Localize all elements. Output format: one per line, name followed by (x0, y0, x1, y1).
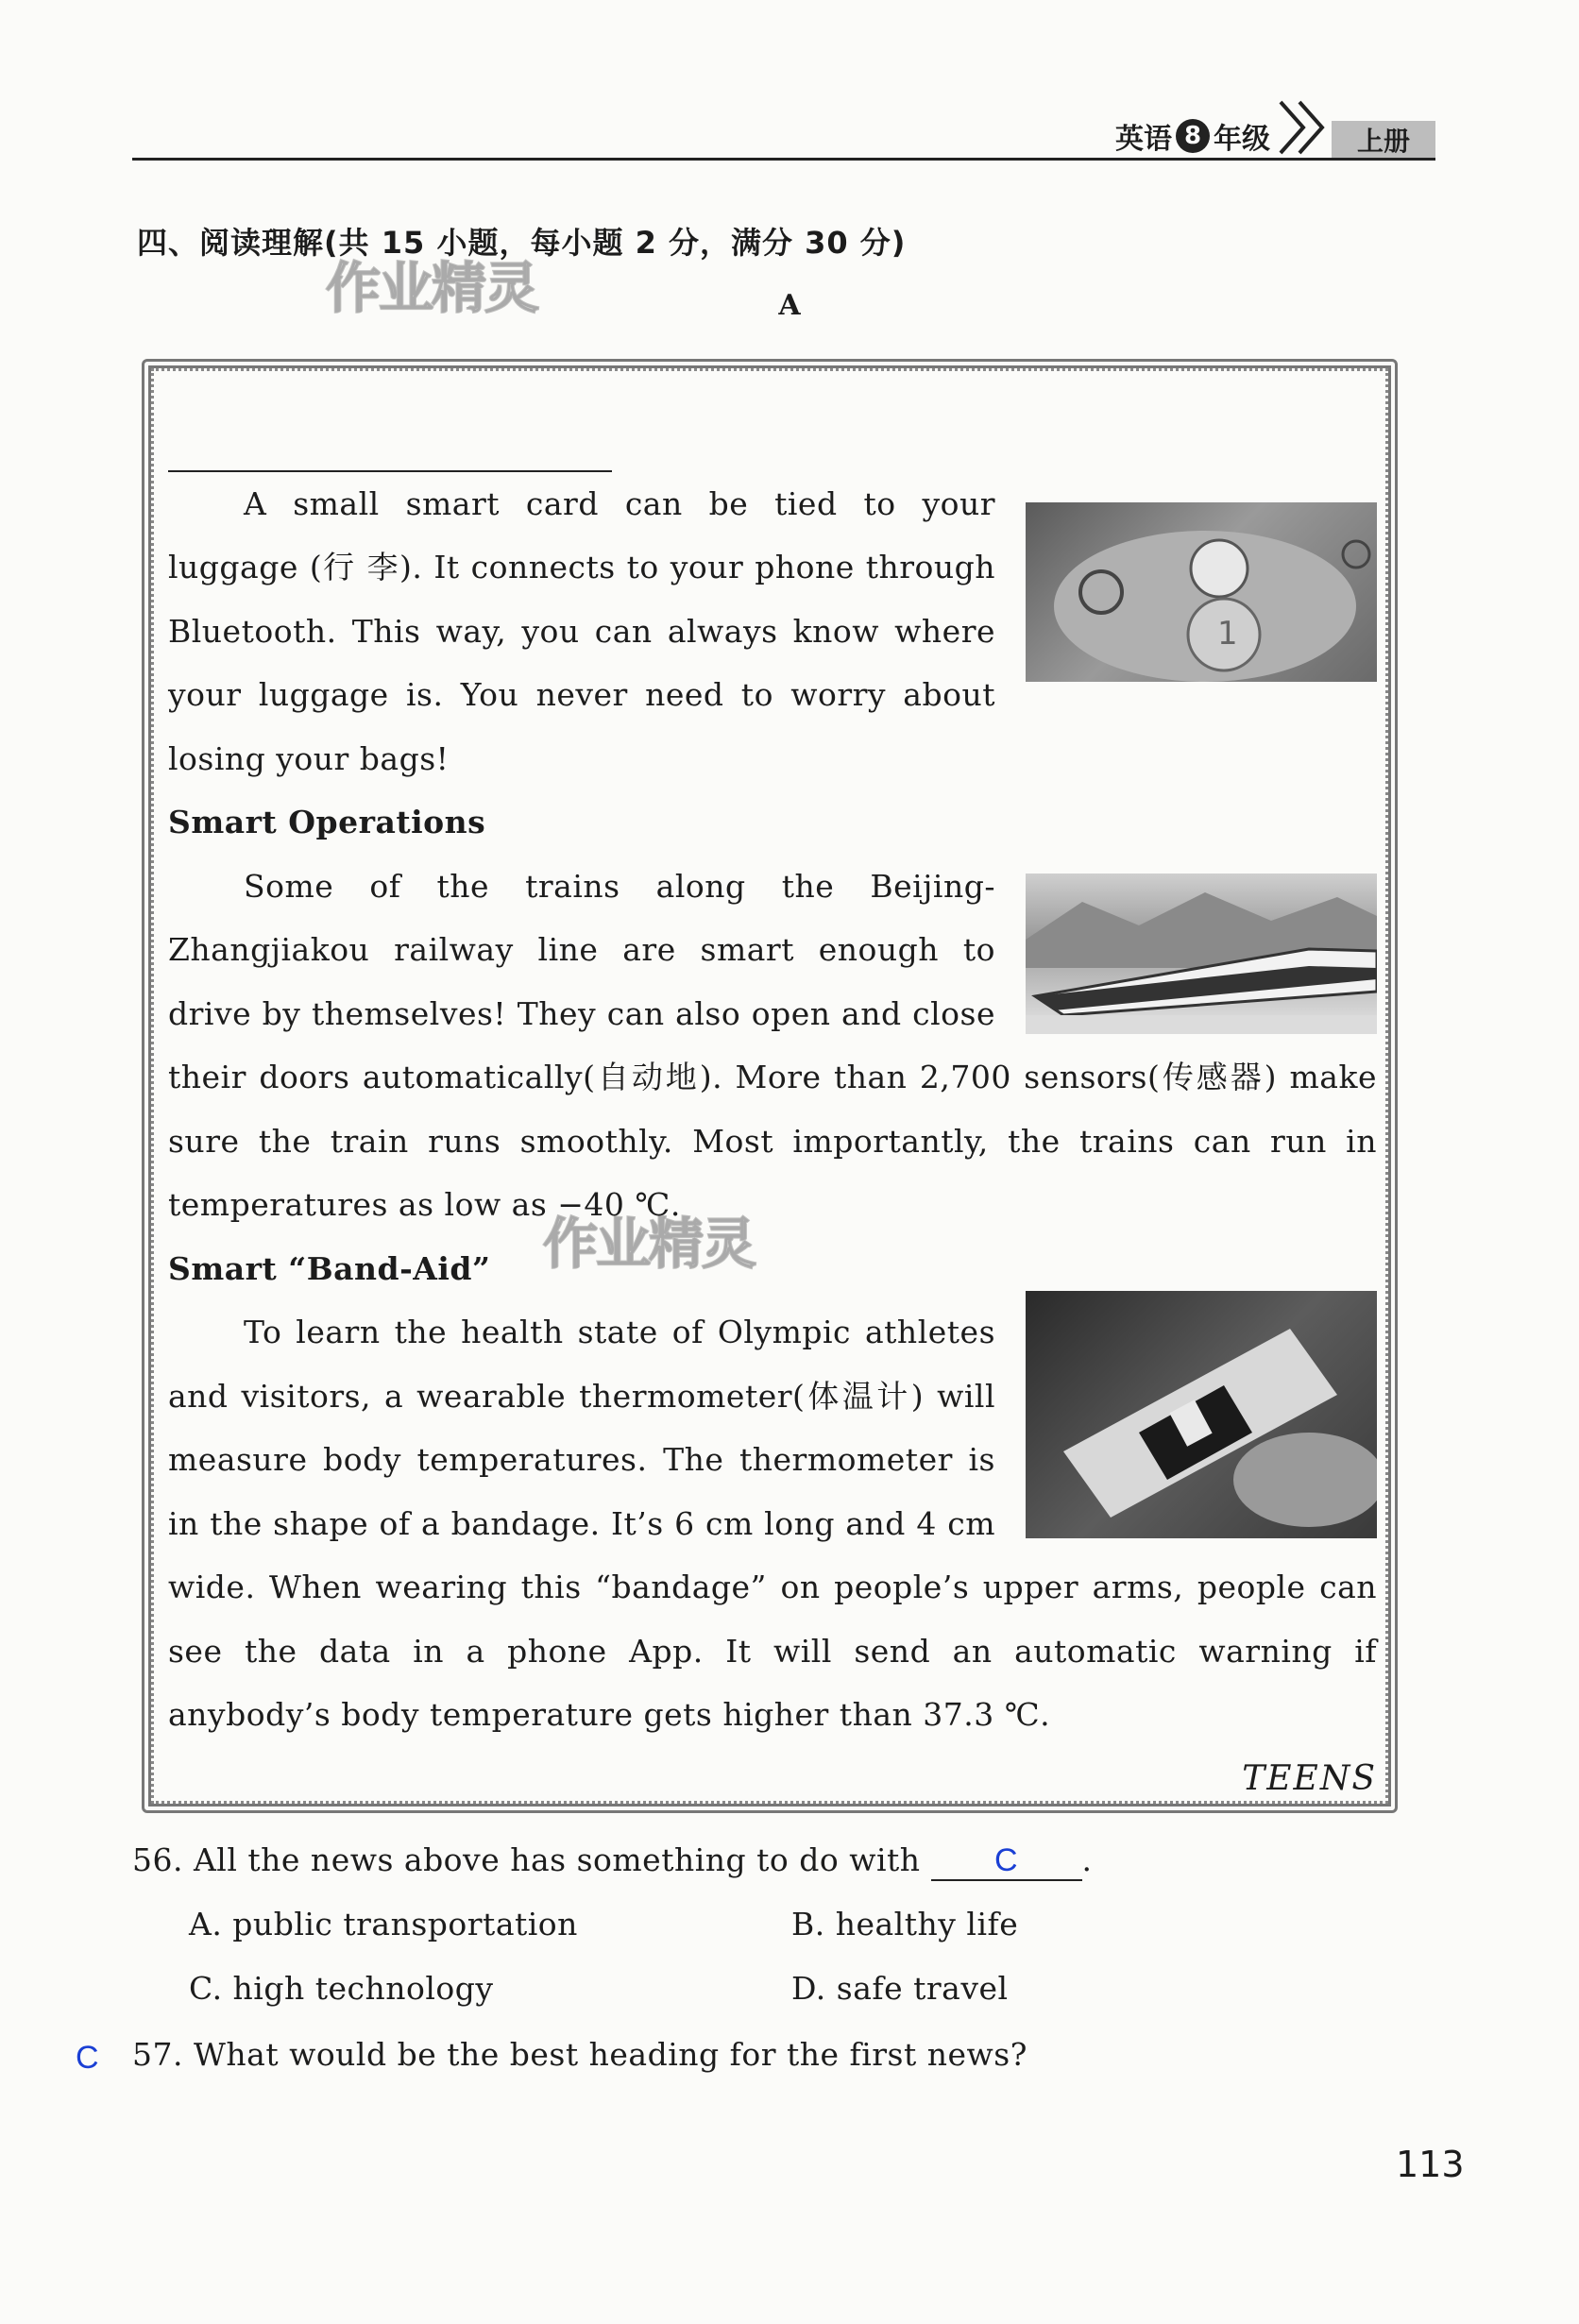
q56-option-a[interactable]: A. public transportation (189, 1906, 578, 1942)
section-title: 四、阅读理解(共 15 小题，每小题 2 分，满分 30 分) (137, 225, 907, 261)
page-header (132, 113, 1435, 161)
watermark: 作业精灵 (543, 1212, 756, 1276)
double-chevron-icon (1275, 96, 1332, 159)
q56-option-b[interactable]: B. healthy life (791, 1906, 1019, 1942)
bandage-thermometer-image (1026, 1291, 1377, 1538)
reading-passage (168, 406, 1377, 1810)
volume-label: 上册 (1332, 121, 1435, 159)
header-subject-suffix: 年级 (1214, 123, 1270, 156)
header-subject-prefix: 英语 (1115, 123, 1172, 156)
paragraph-luggage: A small smart card can be tied to your luggage (行 李). It connects to your phone through Bluetooth. This way, you can always know where your luggage is. You never need to worry about losing your bags! (168, 484, 995, 777)
question-57-stem: 57. What would be the best heading for the first news? (132, 2036, 1027, 2073)
heading-smart-operations: Smart Operations (168, 804, 486, 840)
header-rule (132, 158, 1435, 161)
paragraph-trains: Some of the trains along the Beijing-Zhangjiakou railway line are smart enough to drive by themselves! They can also open and close their doors automatically(自动地). More than 2,700 sensors(传感器) make sure the train runs smoothly. Most importantly, the trains can run in temperatures as low as −40 ℃. (168, 867, 1377, 1223)
hand-card-image (1026, 502, 1377, 682)
q56-option-d[interactable]: D. safe travel (791, 1970, 1009, 2007)
question-56-stem: 56. All the news above has something to do with (132, 1841, 921, 1878)
question-57-answer: C (76, 2040, 99, 2076)
heading-smart-band-aid: Smart “Band-Aid” (168, 1249, 491, 1287)
news-title-blank (168, 406, 612, 472)
question-56 (132, 1841, 1093, 1881)
grade-badge: 8 (1176, 119, 1210, 153)
svg-text:1: 1 (1217, 614, 1239, 653)
question-56-answer-blank[interactable]: C (931, 1842, 1082, 1881)
luggage-card-photo (1026, 502, 1377, 682)
question-56-end: . (1081, 1841, 1093, 1878)
page-number: 113 (1396, 2144, 1465, 2185)
train-image (1026, 874, 1377, 1034)
passage-label: A (778, 289, 801, 322)
thermometer-photo (1026, 1291, 1377, 1538)
q56-option-c[interactable]: C. high technology (189, 1970, 494, 2007)
header-subject (1115, 115, 1270, 157)
watermark: 作业精灵 (326, 256, 538, 320)
train-photo (1026, 874, 1377, 1034)
paragraph-thermometer: To learn the health state of Olympic athletes and visitors, a wearable thermometer(体温计) will measure body temperatures. The thermometer is in the shape of a bandage. It’s 6 cm long and 4 cm wide. When wearing this “bandage” on people’s upper arms, people can see the data in a phone App. It will send an automatic warning if anybody’s body temperature gets higher than 37.3 ℃. (168, 1314, 1377, 1733)
passage-source: TEENS (1242, 1758, 1377, 1798)
